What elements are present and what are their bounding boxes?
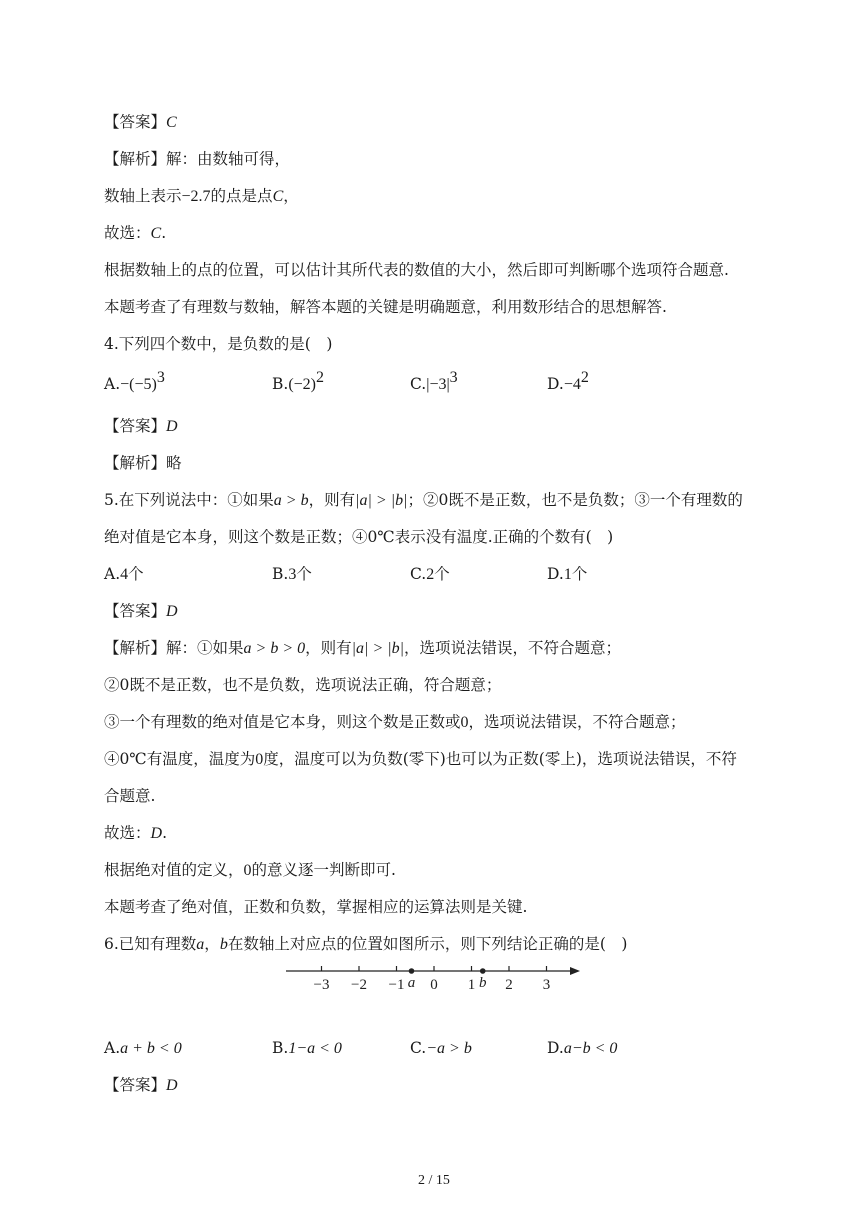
q4-option-a: $A.-(-5)^3$ xyxy=(104,369,165,393)
q5-analysis-line-2: ②0既不是正数，也不是负数，选项说法正确，符合题意； xyxy=(104,676,502,694)
q6-option-d: D.a−b < 0 xyxy=(547,1039,618,1057)
q6-option-a: A.a + b < 0 xyxy=(104,1039,182,1057)
q5-stem-line-1: 5.在下列说法中：①如果a > b，则有|a| > |b|；②0既不是正数，也不是负数；③一个有理数的 xyxy=(104,491,743,509)
q4-option-b: $B.(-2)^2$ xyxy=(272,369,325,393)
number-line-figure xyxy=(280,958,590,998)
number-line-tick-label: 2 xyxy=(505,977,513,993)
number-line-tick-label: −3 xyxy=(313,977,330,993)
q6-answer-line: 【答案】D xyxy=(104,1076,178,1094)
number-line-point-a xyxy=(409,968,415,974)
q5-analysis-line-1: 【解析】解：①如果a > b > 0，则有|a| > |b|，选项说法错误，不符合题意； xyxy=(104,639,622,657)
q3-summary-line: 本题考查了有理数与数轴，解答本题的关键是明确题意，利用数形结合的思想解答. xyxy=(104,298,667,316)
q4-answer-line: 【答案】D xyxy=(104,417,178,435)
q3-analysis-line: 【解析】解：由数轴可得， xyxy=(104,150,291,168)
q5-option-c: C.2个 xyxy=(410,565,450,583)
number-line-tick-label: 1 xyxy=(467,977,476,993)
q5-method-line: 根据绝对值的定义，0的意义逐一判断即可. xyxy=(104,861,396,879)
q4-option-d: $D.-4^2$ xyxy=(547,369,589,393)
q5-option-d: D.1个 xyxy=(547,565,588,583)
q3-analysis-line-2: 数轴上表示−2.7的点是点C， xyxy=(104,187,299,205)
q4-analysis-line: 【解析】略 xyxy=(104,454,182,472)
number-line-tick-label: −2 xyxy=(351,977,367,993)
number-line-tick-label: 3 xyxy=(542,977,551,993)
number-line-point-b xyxy=(480,968,486,974)
q4-option-c: $C.|-3|^3$ xyxy=(410,369,458,393)
number-line-point-label: a xyxy=(407,975,416,991)
q6-stem: 6.已知有理数a，b在数轴上对应点的位置如图所示，则下列结论正确的是( ) xyxy=(104,935,628,953)
q5-analysis-line-4: ④0℃有温度，温度为0度，温度可以为负数(零下)也可以为正数(零上)，选项说法错误，不符 xyxy=(104,750,737,768)
q5-option-a: A.4个 xyxy=(104,565,144,583)
q5-answer-line: 【答案】D xyxy=(104,602,178,620)
q5-option-b: B.3个 xyxy=(272,565,312,583)
q5-summary-line: 本题考查了绝对值，正数和负数，掌握相应的运算法则是关键. xyxy=(104,898,528,916)
q3-method-line: 根据数轴上的点的位置，可以估计其所代表的数值的大小，然后即可判断哪个选项符合题意. xyxy=(104,261,729,279)
q5-choose-line: 故选：D. xyxy=(104,824,168,842)
number-line-tick-label: 0 xyxy=(430,977,438,993)
q3-answer-line: 【答案】C xyxy=(104,113,177,131)
q5-analysis-line-5: 合题意. xyxy=(104,787,156,805)
q5-stem-line-2: 绝对值是它本身，则这个数是正数；④0℃表示没有温度.正确的个数有( ) xyxy=(104,528,614,546)
q4-stem: 4.下列四个数中，是负数的是( ) xyxy=(104,335,333,353)
number-line-point-label: b xyxy=(479,975,487,991)
q5-analysis-line-3: ③一个有理数的绝对值是它本身，则这个数是正数或0，选项说法错误，不符合题意； xyxy=(104,713,686,731)
number-line-tick-label: −1 xyxy=(388,977,405,993)
number-line-arrow xyxy=(570,967,580,975)
page-number: 2 / 15 xyxy=(418,1173,450,1188)
q3-choose-line: 故选：C. xyxy=(104,224,167,242)
q6-option-c: C.−a > b xyxy=(410,1039,472,1057)
q6-option-b: B.1−a < 0 xyxy=(272,1039,342,1057)
